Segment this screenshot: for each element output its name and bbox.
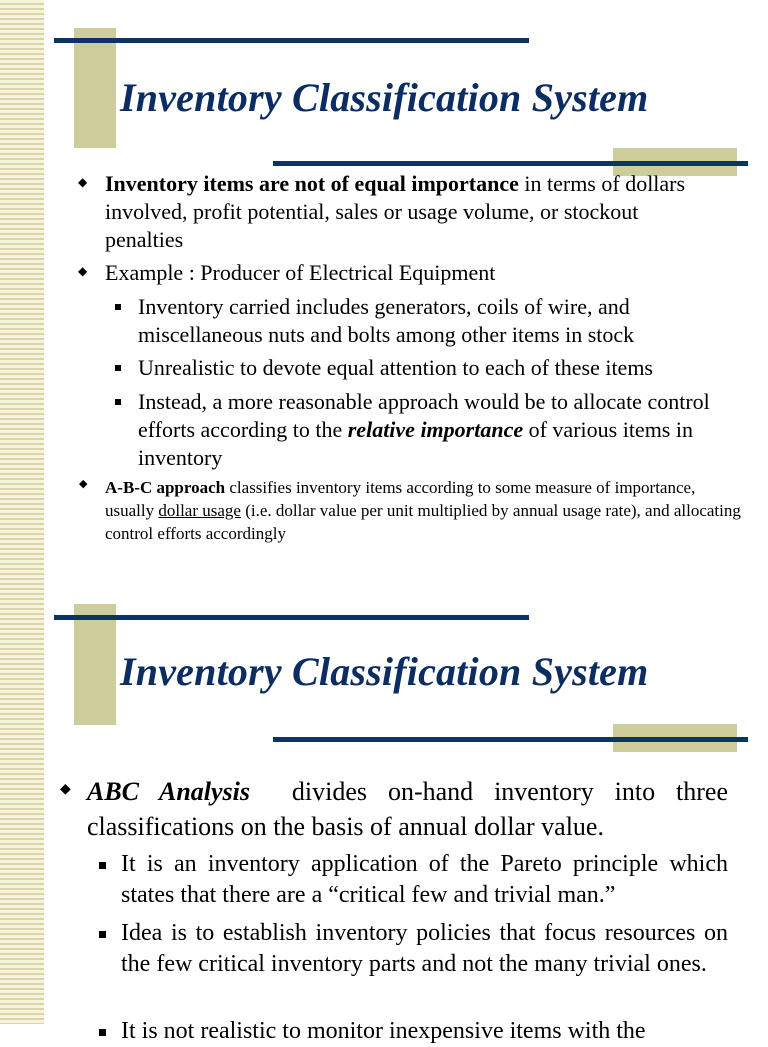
title-accent-block — [74, 28, 116, 148]
bullet-point-3: ◆ A-B-C approach classifies inventory items according to some measure of importance, usually dollar usage (i.e. dollar value per unit multiplied by annual usage rate), and allocating control efforts accordingly — [105, 476, 745, 545]
bullet-point-1: ◆ Inventory items are not of equal importance in terms of dollars involved, profit potential, sales or usage volume, or stockout penalties — [105, 170, 720, 254]
square-bullet-icon — [115, 399, 121, 405]
slide-title: Inventory Classification System — [120, 75, 649, 120]
sub-bullet-2: Unrealistic to devote equal attention to each of these items — [138, 354, 748, 382]
diamond-bullet-icon: ◆ — [78, 175, 88, 189]
square-bullet-icon — [99, 931, 106, 938]
sub-bullet-2: Idea is to establish inventory policies that focus resources on the few critical inventory parts and not the many trivial ones. — [121, 918, 728, 980]
bottom-rule — [273, 161, 748, 166]
square-bullet-icon — [115, 304, 121, 310]
title-accent-block — [74, 604, 116, 725]
square-bullet-icon — [115, 365, 121, 371]
sub-bullet-3: It is not realistic to monitor inexpensive items with the — [121, 1016, 761, 1047]
diamond-bullet-icon: ◆ — [79, 478, 88, 490]
bottom-rule — [273, 737, 748, 742]
bullet-point-1: ◆ ABC Analysis divides on-hand inventory into three classifications on the basis of annual dollar value. — [87, 774, 728, 844]
diamond-bullet-icon: ◆ — [60, 782, 71, 797]
slide-2 — [0, 580, 768, 1044]
square-bullet-icon — [99, 1029, 106, 1036]
sub-bullet-1: It is an inventory application of the Pareto principle which states that there are a “critical few and trivial man.” — [121, 849, 728, 911]
diamond-bullet-icon: ◆ — [78, 264, 88, 278]
square-bullet-icon — [99, 862, 106, 869]
slide-title: Inventory Classification System — [120, 649, 649, 694]
sub-bullet-1: Inventory carried includes generators, coils of wire, and miscellaneous nuts and bolts among other items in stock — [138, 293, 738, 349]
sub-bullet-3: Instead, a more reasonable approach would be to allocate control efforts according to the relative importance of various items in inventory — [138, 388, 738, 472]
top-rule — [54, 615, 529, 620]
bullet-point-2: ◆ Example : Producer of Electrical Equipment — [105, 259, 720, 287]
top-rule — [54, 38, 529, 43]
